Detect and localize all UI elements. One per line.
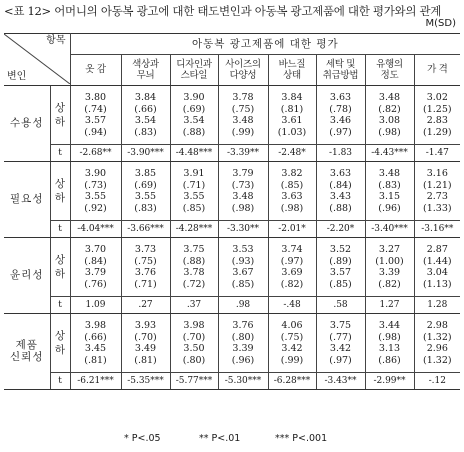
t-value-cell: -3.39** — [218, 145, 268, 162]
t-value-cell: -2.99** — [365, 373, 414, 390]
group-labels — [50, 86, 70, 145]
mean-sd-cell: 3.16 (1.21) 2.73 (1.33) — [423, 168, 452, 214]
t-value-cell: 1.27 — [365, 297, 414, 314]
t-value-cell: -6.28*** — [268, 373, 316, 390]
mean-sd-cell: 3.76 (.80) 3.39 (.96) — [218, 314, 268, 373]
header-group: 아동복 광고제품에 대한 평가 — [70, 34, 460, 55]
high-label: 상 — [54, 102, 66, 114]
mean-sd-cell: 3.52 (.89) 3.57 (.85) — [316, 238, 365, 297]
t-value-cell: .98 — [218, 297, 268, 314]
low-label: 하 — [54, 268, 66, 280]
corner-variable-label: 변인 — [7, 71, 27, 82]
t-value-cell: -5.30*** — [218, 373, 268, 390]
note-p01: ** P<.01 — [199, 433, 241, 444]
mean-sd-cell: 3.48 (.83) 3.15 (.96) — [365, 162, 414, 221]
mean-sd-cell: 4.06 (.75) 3.42 (.99) — [268, 314, 316, 373]
mean-sd-cell: 3.91 (.71) 3.55 (.85) — [170, 162, 218, 221]
column-header: 세탁 및 취급방법 — [316, 55, 365, 86]
t-value-cell: -3.16** — [414, 221, 460, 238]
unit-label: M(SD) — [425, 18, 456, 29]
mean-sd-cell: 3.75 (.88) 3.78 (.72) — [170, 238, 218, 297]
mean-sd-cell: 3.48 (.82) 3.08 (.98) — [365, 86, 414, 145]
mean-sd-cell: 3.90 (.73) 3.55 (.92) — [70, 162, 121, 221]
mean-sd-cell: 3.02 (1.25) 2.83 (1.29) — [423, 92, 452, 138]
mean-sd-cell: 3.70 (.84) 3.79 (.76) — [70, 238, 121, 297]
t-value-cell: -3.66*** — [121, 221, 170, 238]
mean-sd-cell: 3.63 (.78) 3.46 (.97) — [316, 86, 365, 145]
t-value-cell: -1.83 — [316, 145, 365, 162]
mean-sd-cell: 3.44 (.98) 3.13 (.86) — [365, 314, 414, 373]
t-value-cell: 1.09 — [70, 297, 121, 314]
high-label: 상 — [54, 178, 66, 190]
group-labels — [50, 238, 70, 297]
note-p05: * P<.05 — [124, 433, 161, 444]
t-value-cell: -4.28*** — [170, 221, 218, 238]
column-header: 옷 감 — [70, 55, 121, 86]
t-value-cell: -4.43*** — [365, 145, 414, 162]
t-value-cell: .58 — [316, 297, 365, 314]
mean-sd-cell: 2.98 (1.32) 2.96 (1.32) — [423, 320, 452, 366]
corner-header — [4, 34, 70, 86]
column-header: 유행의 정도 — [365, 55, 414, 86]
mean-sd-cell: 3.75 (.77) 3.42 (.97) — [316, 314, 365, 373]
mean-sd-cell: 3.73 (.75) 3.76 (.71) — [121, 238, 170, 297]
t-value-cell: -3.30** — [218, 221, 268, 238]
t-value-cell: -2.68** — [70, 145, 121, 162]
mean-sd-cell: 3.82 (.85) 3.63 (.98) — [268, 162, 316, 221]
mean-sd-cell: 3.27 (1.00) 3.39 (.82) — [365, 238, 414, 297]
note-p001: *** P<.001 — [275, 433, 328, 444]
column-header: 색상과 무늬 — [121, 55, 170, 86]
mean-sd-cell: 3.63 (.84) 3.43 (.88) — [316, 162, 365, 221]
column-header: 바느질 상태 — [268, 55, 316, 86]
t-value-cell: -.48 — [268, 297, 316, 314]
row-variable-label: 제품 신뢰성 — [4, 314, 50, 390]
t-value-cell: -5.35*** — [121, 373, 170, 390]
t-label: t — [50, 297, 70, 314]
row-variable-label: 필요성 — [4, 162, 50, 238]
mean-sd-cell: 2.87 (1.44) 3.04 (1.13) — [423, 244, 452, 290]
mean-sd-cell: 3.90 (.69) 3.54 (.88) — [170, 86, 218, 145]
group-labels — [50, 162, 70, 221]
t-value-cell: -2.01* — [268, 221, 316, 238]
high-label: 상 — [54, 254, 66, 266]
mean-sd-cell: 3.79 (.73) 3.48 (.98) — [218, 162, 268, 221]
mean-sd-cell: 3.80 (.74) 3.57 (.94) — [70, 86, 121, 145]
low-label: 하 — [54, 344, 66, 356]
t-value-cell: -6.21*** — [70, 373, 121, 390]
t-value-cell: -4.04*** — [70, 221, 121, 238]
t-value-cell: .37 — [170, 297, 218, 314]
t-value-cell: .27 — [121, 297, 170, 314]
group-labels — [50, 314, 70, 373]
t-value-cell: -1.47 — [414, 145, 460, 162]
mean-sd-cell: 3.93 (.70) 3.49 (.81) — [121, 314, 170, 373]
table-caption: <표 12> 어머니의 아동복 광고에 대한 태도변인과 아동복 광고제품에 대한 평가와의 관계 — [4, 4, 442, 18]
mean-sd-cell: 3.85 (.69) 3.55 (.83) — [121, 162, 170, 221]
mean-sd-cell: 3.98 (.66) 3.45 (.81) — [70, 314, 121, 373]
mean-sd-cell: 3.98 (.70) 3.50 (.80) — [170, 314, 218, 373]
t-value-cell: -2.48* — [268, 145, 316, 162]
low-label: 하 — [54, 192, 66, 204]
t-value-cell: -3.90*** — [121, 145, 170, 162]
t-label: t — [50, 145, 70, 162]
results-table — [4, 33, 460, 390]
t-value-cell: -.12 — [414, 373, 460, 390]
low-label: 하 — [54, 116, 66, 128]
mean-sd-cell: 3.53 (.93) 3.67 (.85) — [218, 238, 268, 297]
mean-sd-cell: 3.74 (.97) 3.69 (.82) — [268, 238, 316, 297]
column-header: 사이즈의 다양성 — [218, 55, 268, 86]
mean-sd-cell: 3.84 (.66) 3.54 (.83) — [121, 86, 170, 145]
t-value-cell: -3.40*** — [365, 221, 414, 238]
t-value-cell: -4.48*** — [170, 145, 218, 162]
column-header: 디자인과 스타일 — [170, 55, 218, 86]
high-label: 상 — [54, 330, 66, 342]
t-value-cell: -5.77*** — [170, 373, 218, 390]
row-variable-label: 수용성 — [4, 86, 50, 162]
mean-sd-cell: 3.78 (.75) 3.48 (.99) — [218, 86, 268, 145]
column-header: 가 격 — [414, 55, 460, 86]
corner-item-label: 항목 — [46, 35, 66, 46]
t-label: t — [50, 221, 70, 238]
t-value-cell: -2.20* — [316, 221, 365, 238]
row-variable-label: 윤리성 — [4, 238, 50, 314]
t-label: t — [50, 373, 70, 390]
t-value-cell: 1.28 — [414, 297, 460, 314]
mean-sd-cell: 3.84 (.81) 3.61 (1.03) — [268, 86, 316, 145]
t-value-cell: -3.43** — [316, 373, 365, 390]
